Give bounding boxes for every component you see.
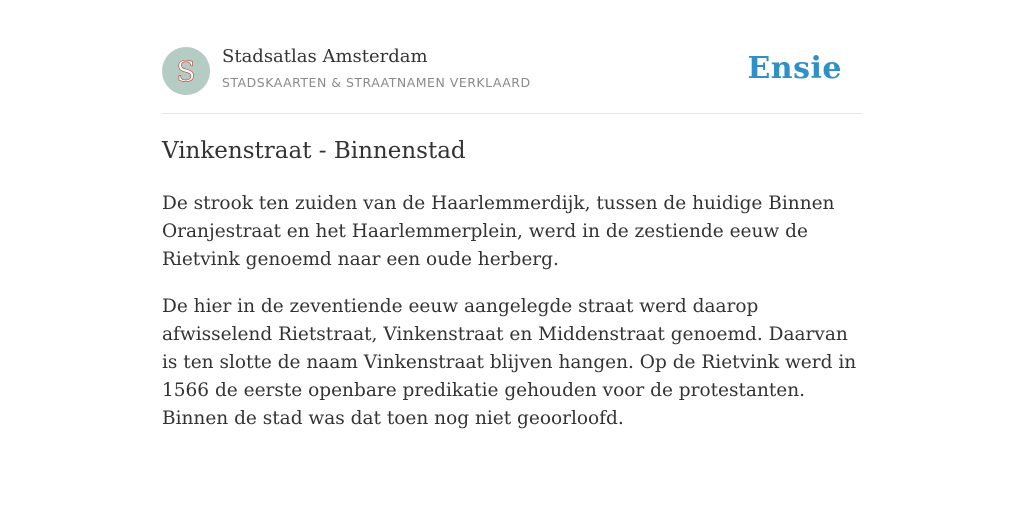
page bbox=[162, 0, 862, 429]
header bbox=[162, 0, 862, 114]
avatar-letter: S bbox=[176, 54, 196, 88]
site-title[interactable]: Stadsatlas Amsterdam bbox=[222, 46, 428, 67]
brand-logo[interactable]: Ensie bbox=[747, 51, 842, 86]
article-paragraph: De strook ten zuiden van de Haarlemmerdijk, tussen de huidige Binnen Oranjestraat en het Haarlemmerplein, werd in de zestiende eeuw de Rietvink genoemd naar een oude herberg. bbox=[162, 193, 835, 270]
site-subtitle: STADSKAARTEN & STRAATNAMEN VERKLAARD bbox=[222, 75, 531, 90]
page-title: Vinkenstraat - Binnenstad bbox=[162, 138, 466, 164]
avatar[interactable] bbox=[162, 47, 210, 95]
article-paragraph: De hier in de zeventiende eeuw aangelegde straat werd daarop afwisselend Rietstraat, Vinkenstraat en Middenstraat genoemd. Daarvan is ten slotte de naam Vinkenstraat blijven hangen. Op de Rietvink werd in 1566 de eerste openbare predikatie gehouden voor de protestanten. Binnen de stad was dat toen nog niet geoorloofd. bbox=[162, 296, 857, 429]
article-body bbox=[162, 190, 862, 452]
